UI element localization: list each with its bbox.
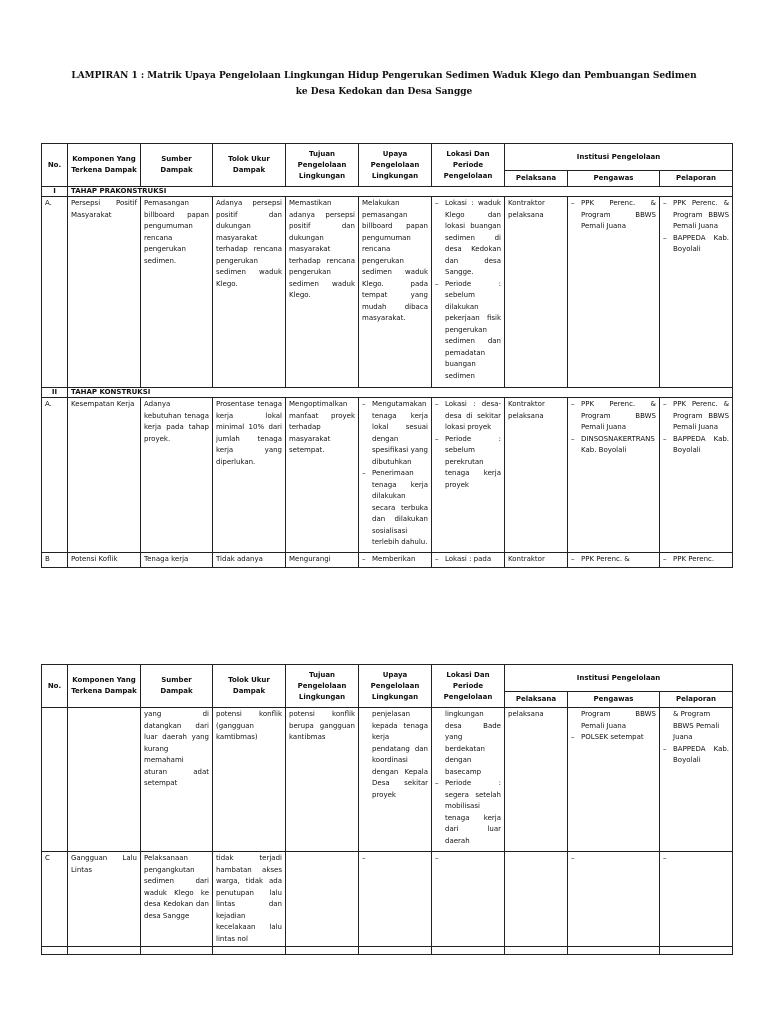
lokasi-cell: [432, 553, 505, 568]
tolok-cell: Prosentase tenaga kerja lokal minimal 10% dari jumlah tenaga kerja yang diperlukan.: [213, 398, 286, 553]
header-pengawas: Pengawas: [568, 171, 660, 187]
row-no: [42, 708, 68, 852]
lokasi-item: – Lokasi : desa-desa di sekitar lokasi proyek: [435, 399, 501, 434]
header-upaya: Upaya Pengelolaan Lingkungan: [359, 665, 432, 708]
row-no: A.: [42, 398, 68, 553]
upaya-cell: [359, 398, 432, 553]
document-title: [40, 68, 728, 100]
pelaporan-item: – PPK Perenc. & Program BBWS Pemali Juana: [663, 198, 729, 233]
komponen-cell: Persepsi Positif Masyarakat: [68, 197, 141, 388]
header-pelaksana: Pelaksana: [505, 171, 568, 187]
section-no: II: [42, 388, 68, 398]
tujuan-cell: potensi konflik berupa gangguan kantibmas: [286, 708, 359, 852]
header-pelaksana: Pelaksana: [505, 692, 568, 708]
pengawas-cell: [568, 708, 660, 852]
pelaporan-item: – BAPPEDA Kab. Boyolali: [663, 434, 729, 457]
table-row-empty: [42, 947, 733, 955]
table-row: [42, 553, 733, 568]
upaya-item: – Penerimaan tenaga kerja dilakukan secara terbuka dan dilakukan sosialisasi terlebih dahulu.: [362, 468, 428, 549]
header-komponen: Komponen Yang Terkena Dampak: [68, 144, 141, 187]
lokasi-cell: [432, 197, 505, 388]
header-tolok: Tolok Ukur Dampak: [213, 144, 286, 187]
pengawas-item: – PPK Perenc. &: [571, 554, 656, 566]
header-lokasi: Lokasi Dan Periode Pengelolaan: [432, 665, 505, 708]
sumber-cell: Adanya kebutuhan tenaga kerja pada tahap proyek.: [141, 398, 213, 553]
pelaporan-item: – BAPPEDA Kab. Boyolali: [663, 233, 729, 256]
pengawas-item: – PPK Perenc. & Program BBWS Pemali Juana: [571, 198, 656, 233]
tolok-cell: Adanya persepsi positif dan dukungan masyarakat terhadap rencana pengerukan sedimen waduk Klego.: [213, 197, 286, 388]
pelaporan-cell: [660, 708, 733, 852]
header-pelaporan: Pelaporan: [660, 171, 733, 187]
header-no: No.: [42, 144, 68, 187]
sumber-cell: Tenaga kerja: [141, 553, 213, 568]
lokasi-item: – Periode : sebelum perekrutan tenaga kerja proyek: [435, 434, 501, 492]
header-sumber: Sumber Dampak: [141, 144, 213, 187]
empty-dash: –: [663, 854, 667, 862]
pelaksana-cell: [505, 852, 568, 947]
komponen-cell: [68, 708, 141, 852]
section-row-prakonstruksi: [42, 187, 733, 197]
tujuan-cell: Mengoptimalkan manfaat proyek terhadap masyarakat setempat.: [286, 398, 359, 553]
pelaporan-cell: [660, 852, 733, 947]
pengawas-item: – PPK Perenc. & Program BBWS Pemali Juana: [571, 399, 656, 434]
header-tujuan: Tujuan Pengelolaan Lingkungan: [286, 665, 359, 708]
table-row: [42, 398, 733, 553]
matrix-table-page-1: [41, 143, 733, 568]
sumber-cell: Pemasangan billboard papan pengumuman rencana pengerukan sedimen.: [141, 197, 213, 388]
upaya-cell: [359, 852, 432, 947]
komponen-cell: Kesempatan Kerja: [68, 398, 141, 553]
header-tolok: Tolok Ukur Dampak: [213, 665, 286, 708]
lokasi-item: – Periode : segera setelah mobilisasi tenaga kerja dari luar daerah: [435, 778, 501, 847]
pelaksana-cell: Kontraktor: [505, 553, 568, 568]
upaya-cell: penjelasan kepada tenaga kerja pendatang dan koordinasi dengan Kepala Desa sekitar proyek: [359, 708, 432, 852]
section-label: TAHAP KONSTRUKSI: [68, 388, 733, 398]
upaya-cell: [359, 553, 432, 568]
header-upaya: Upaya Pengelolaan Lingkungan: [359, 144, 432, 187]
header-lokasi: Lokasi Dan Periode Pengelolaan: [432, 144, 505, 187]
upaya-cell: Melakukan pemasangan billboard papan pengumuman rencana pengerukan sedimen waduk Klego. pada tempat yang mudah dibaca masyarakat.: [359, 197, 432, 388]
header-institusi: Institusi Pengelolaan: [505, 665, 733, 692]
lokasi-cell: [432, 398, 505, 553]
table-row: [42, 852, 733, 947]
lokasi-item: – Periode : sebelum dilakukan pekerjaan fisik pengerukan sedimen dan pemadatan buangan sedimen: [435, 279, 501, 383]
section-row-konstruksi: [42, 388, 733, 398]
header-no: No.: [42, 665, 68, 708]
pelaksana-cell: Kontraktor pelaksana: [505, 398, 568, 553]
pelaporan-item: – PPK Perenc. & Program BBWS Pemali Juana: [663, 399, 729, 434]
pelaporan-item: – PPK Perenc.: [663, 554, 729, 566]
pelaporan-cell: [660, 398, 733, 553]
empty-dash: –: [571, 854, 575, 862]
lokasi-item: – Lokasi : waduk Klego dan lokasi buangan sedimen di desa Kedokan dan desa Sangge.: [435, 198, 501, 279]
header-sumber: Sumber Dampak: [141, 665, 213, 708]
tolok-cell: potensi konflik (gangguan kamtibmas): [213, 708, 286, 852]
pengawas-cell: [568, 197, 660, 388]
pengawas-cell: [568, 398, 660, 553]
lokasi-continued: lingkungan desa Bade yang berdekatan dengan basecamp: [445, 710, 501, 776]
lokasi-item: – Lokasi : pada: [435, 554, 501, 566]
lokasi-cell: [432, 852, 505, 947]
header-institusi: Institusi Pengelolaan: [505, 144, 733, 171]
tujuan-cell: Memastikan adanya persepsi positif dan dukungan masyarakat terhadap rencana pengerukan sedimen waduk Klego.: [286, 197, 359, 388]
sumber-cell: Pelaksanaan pengangkutan sedimen dari waduk Klego ke desa Kedokan dan desa Sangge: [141, 852, 213, 947]
tujuan-cell: [286, 852, 359, 947]
header-pelaporan: Pelaporan: [660, 692, 733, 708]
header-pengawas: Pengawas: [568, 692, 660, 708]
pelaporan-continued: & Program BBWS Pemali Juana: [673, 710, 720, 741]
pelaporan-item: – BAPPEDA Kab. Boyolali: [663, 744, 729, 767]
pengawas-cell: [568, 553, 660, 568]
pengawas-item: – DINSOSNAKERTRANS Kab. Boyolali: [571, 434, 656, 457]
pelaksana-cell: pelaksana: [505, 708, 568, 852]
komponen-cell: Potensi Koflik: [68, 553, 141, 568]
pelaporan-cell: [660, 197, 733, 388]
tolok-cell: tidak terjadi hambatan akses warga, tidak ada penutupan lalu lintas dan kejadian kecelakaan lalu lintas nol: [213, 852, 286, 947]
pelaporan-cell: [660, 553, 733, 568]
section-no: I: [42, 187, 68, 197]
header-komponen: Komponen Yang Terkena Dampak: [68, 665, 141, 708]
table-row: [42, 708, 733, 852]
tujuan-cell: Mengurangi: [286, 553, 359, 568]
row-no: C: [42, 852, 68, 947]
header-tujuan: Tujuan Pengelolaan Lingkungan: [286, 144, 359, 187]
row-no: B: [42, 553, 68, 568]
sumber-cell: yang di datangkan dari luar daerah yang kurang memahami aturan adat setempat: [141, 708, 213, 852]
title-line-2: ke Desa Kedokan dan Desa Sangge: [295, 87, 473, 97]
title-line-1: LAMPIRAN 1 : Matrik Upaya Pengelolaan Lingkungan Hidup Pengerukan Sedimen Waduk Klego dan Pembuangan Sedimen: [71, 71, 697, 81]
tolok-cell: Tidak adanya: [213, 553, 286, 568]
pengawas-continued: Program BBWS Pemali Juana: [581, 710, 656, 730]
pelaksana-cell: Kontraktor pelaksana: [505, 197, 568, 388]
empty-dash: –: [435, 854, 439, 862]
empty-dash: –: [362, 854, 366, 862]
lokasi-cell: [432, 708, 505, 852]
table-row: [42, 197, 733, 388]
pengawas-item: – POLSEK setempat: [571, 732, 656, 744]
upaya-item: – Memberikan: [362, 554, 428, 566]
row-no: A.: [42, 197, 68, 388]
section-label: TAHAP PRAKONSTRUKSI: [68, 187, 733, 197]
pengawas-cell: [568, 852, 660, 947]
upaya-item: – Mengutamakan tenaga kerja lokal sesuai dengan spesifikasi yang dibutuhkan: [362, 399, 428, 468]
komponen-cell: Gangguan Lalu Lintas: [68, 852, 141, 947]
matrix-table-page-2: [41, 664, 733, 955]
